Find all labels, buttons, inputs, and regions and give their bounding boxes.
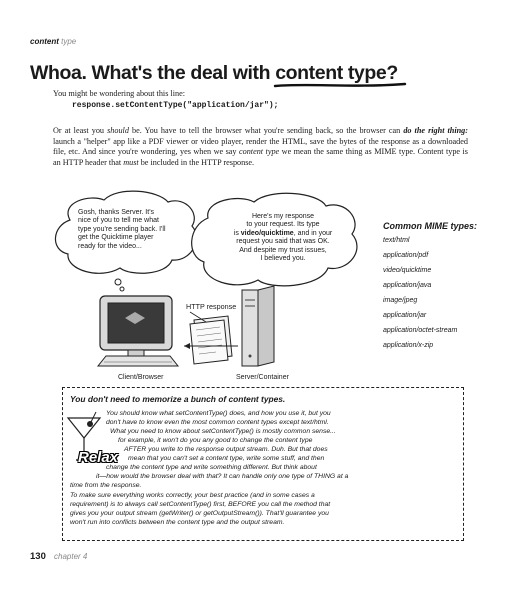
para-emphasis: should — [107, 126, 129, 135]
mime-item: image/jpeg — [383, 297, 418, 304]
server-bubble-text — [218, 213, 348, 263]
relax-line: it—how would the browser deal with that? It can handle only one type of THING at a — [96, 473, 349, 480]
bubble-line: And despite my trust issues, — [239, 246, 327, 254]
para-part: Or at least you — [53, 126, 108, 135]
bubble-line: Here's my response — [251, 213, 315, 220]
bubble-line: Gosh, thanks Server. It's — [78, 209, 155, 216]
para-emphasis: must — [123, 157, 139, 167]
client-label: Client/Browser — [118, 374, 164, 381]
relax-line: change the content type and write something different. But think about — [106, 464, 317, 471]
para-part: we mean the same thing as MIME type. Content type is an HTTP header that — [53, 147, 468, 167]
running-head-light: type — [61, 37, 77, 46]
server-label: Server/Container — [236, 374, 289, 381]
mime-item: application/octet-stream — [383, 327, 458, 334]
title-before: Whoa. What's the deal with — [30, 62, 276, 84]
relax-line: mean that you can't set a content type, write some stuff, and then — [128, 455, 325, 462]
bubble-line: get the Quicktime player — [78, 234, 154, 242]
computer-icon — [98, 296, 178, 366]
bubble-line: I believed you. — [260, 255, 306, 263]
title-after: ? — [386, 62, 398, 84]
running-head-bold: content — [30, 37, 59, 46]
response-document-icon — [190, 316, 232, 364]
relax-word: Relax — [78, 449, 119, 466]
relax-line: gives you your output stream (getWriter() or getOutputStream()). That'll guarantee you — [70, 510, 329, 517]
relax-line: for example, it won't do you any good to change the content type — [118, 437, 313, 444]
server-icon — [242, 286, 274, 366]
mime-item: application/x-zip — [383, 342, 434, 349]
mime-item: video/quicktime — [383, 267, 432, 274]
bubble-span: is — [233, 229, 241, 237]
bubble-line: request you said that was OK. — [236, 238, 330, 246]
bubble-bold: video/quicktime — [240, 229, 294, 237]
relax-line: won't run into conflicts between the content type and the output stream. — [70, 519, 285, 526]
relax-line: You should know what setContentType() does, and how you use it, but you — [106, 410, 331, 417]
mime-item: application/java — [383, 282, 432, 289]
relax-line: To make sure everything works correctly, your best practice (and in some cases a — [70, 492, 315, 499]
http-response-label: HTTP response — [186, 302, 237, 311]
mime-item: text/html — [383, 237, 410, 244]
mime-item: application/pdf — [383, 252, 429, 259]
bubble-line: ready for the video... — [78, 242, 142, 250]
page-number: 130 — [30, 551, 46, 562]
bubble-span: , and in your — [293, 229, 333, 237]
relax-line: requirement) is to always call setContentType() first, BEFORE you call the method that — [70, 501, 331, 508]
relax-line: don't have to know even the most common content types except text/html. — [106, 419, 329, 426]
mime-item: application/jar — [383, 312, 427, 319]
para-part: be. You have to tell the browser what you're sending back, so the browser can — [128, 126, 404, 135]
title-highlight: content type — [275, 62, 387, 84]
bubble-line — [218, 230, 348, 238]
bubble-line: type you're sending back. I'll — [78, 225, 166, 233]
relax-heading: You don't need to memorize a bunch of content types. — [70, 394, 286, 404]
intro-text: You might be wondering about this line: — [53, 89, 185, 98]
mime-list-title: Common MIME types: — [383, 221, 478, 231]
para-part: launch a "helper" app like a PDF viewer or video player, render the HTML, save the bytes of the response as a downloaded file, etc. And since you're wondering, yes when we say — [53, 136, 468, 157]
client-bubble-text — [78, 209, 166, 251]
relax-line: time from the response. — [70, 482, 142, 489]
para-part: be included in the HTTP response. — [138, 157, 255, 167]
chapter-label: chapter 4 — [54, 552, 88, 561]
bubble-line: nice of you to tell me what — [78, 217, 159, 225]
relax-line: What you need to know about setContentType() is mostly common sense... — [110, 428, 336, 435]
para-emphasis: content type — [238, 147, 280, 157]
relax-line: AFTER you write to the response output stream. Duh. But that does — [124, 446, 328, 453]
bubble-line: to your request. Its type — [246, 221, 320, 229]
para-strong: do the right thing: — [403, 126, 468, 135]
code-line: response.setContentType("application/jar"); — [72, 101, 279, 110]
